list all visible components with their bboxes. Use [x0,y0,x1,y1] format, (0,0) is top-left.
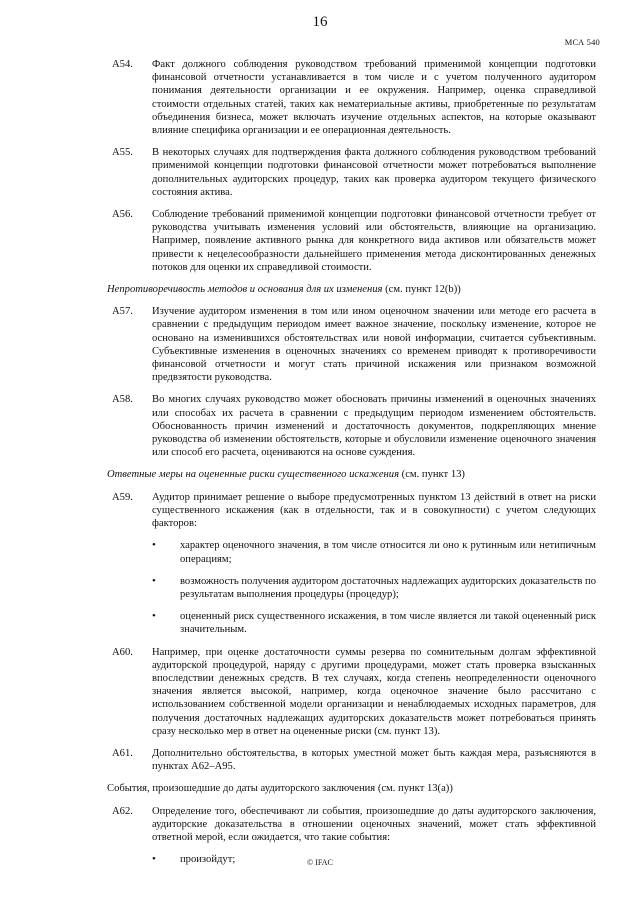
paragraph-text: Дополнительно обстоятельства, в которых уместной может быть каждая мера, разъясняются в пунктах А62–А95. [152,747,596,773]
paragraph-a62 [112,805,596,845]
paragraph-label: A59. [112,491,133,503]
paragraph-text: Аудитор принимает решение о выборе предусмотренных пунктом 13 действий в ответ на риски существенного искажения (как в отдельности, так и в совокупности) с учетом следующих факторов: [152,491,596,530]
paragraph-a58 [112,393,596,459]
paragraph-text: Во многих случаях руководство может обосновать причины изменений в оценочных значениях или способах их расчета в сравнении с предыдущим периодом изменением обстоятельств. Обоснованность причин изменений и достаточность документов, подкрепляющих мнение руководства об изменении обстоятельств, которые и обусловили изменение оценочного значения или способ его расчета, оцениваются на основе суждения. [152,394,596,459]
section-heading-consistency [107,283,596,296]
bullet-item [152,575,596,601]
section-heading-responses [107,468,596,481]
section-heading-title: Непротиворечивость методов и основания для их изменения [107,284,383,296]
bullet-icon: • [152,610,156,623]
paragraph-text: В некоторых случаях для подтверждения факта должного соблюдения руководством требований применимой концепции подготовки финансовой отчетности может потребоваться выполнение дополнительных аудиторских процедур, таких как проверка аудитором текущего физического состояния актива. [152,147,596,198]
paragraph-a61 [112,747,596,773]
bullet-text: произойдут; [180,854,236,866]
paragraph-label: A58. [112,394,133,406]
bullet-item [152,539,596,565]
document-code: МСА 540 [564,37,600,47]
paragraph-label: A56. [112,209,133,221]
section-heading-reference: (см. пункт 12(b)) [382,284,461,296]
paragraph-a59 [112,491,596,531]
paragraph-label: A54. [112,59,133,70]
bullet-text: оцененный риск существенного искажения, в том числе является ли такой оцененный риск значительным. [180,611,596,636]
paragraph-label: A62. [112,805,133,817]
bullet-icon: • [152,853,156,866]
paragraph-text: Определение того, обеспечивают ли события, произошедшие до даты аудиторского заключения, аудиторские доказательства в отношении оценочных значений, может стать эффективной ответной мерой, если ожидается, что такие события: [152,805,596,843]
paragraph-text: Соблюдение требований применимой концепции подготовки финансовой отчетности требует от руководства учитывать изменения условий или обстоятельств, влияющие на организацию. Например, появление активного рынка для конкретного вида активов или обязательств может привести к нецелесообразности дальнейшего применения метода дисконтированных денежных потоков для оценки их справедливой стоимости. [152,209,596,273]
paragraph-a56 [112,208,596,274]
copyright-footer: © IFAC [307,858,333,867]
paragraph-label: A55. [112,147,133,159]
paragraph-text: Факт должного соблюдения руководством требований применимой концепции подготовки финансовой отчетности устанавливается в том числе и с учетом полученного аудитором понимания деятельности организации и ее окружения. Например, оценка справедливой стоимости отдельных статей, таких как нематериальные активы, приобретенные по результатам объединения бизнеса, может включать изучение отдельных аспектов, на которые оказывают влияние специфика организации и ее операционная деятельность. [152,59,596,137]
paragraph-label: A61. [112,747,133,759]
paragraph-a55 [112,146,596,199]
section-heading-reference: (см. пункт 13) [399,469,465,481]
section-heading-events: События, произошедшие до даты аудиторского заключения (см. пункт 13(а)) [107,783,453,795]
bullet-item [152,610,596,636]
paragraph-label: A57. [112,306,133,318]
paragraph-a57 [112,305,596,384]
page-number: 16 [312,14,328,30]
bullet-icon: • [152,574,156,587]
bullet-icon: • [152,539,156,552]
paragraph-a60 [112,646,596,738]
paragraph-a54 [112,58,596,137]
section-heading-title: Ответные меры на оцененные риски существенного искажения [107,469,400,481]
page-body [107,58,596,875]
paragraph-label: A60. [112,646,133,658]
bullet-text: характер оценочного значения, в том числе относится ли оно к рутинным или нетипичным операциям; [180,540,596,565]
bullet-text: возможность получения аудитором достаточных надлежащих аудиторских доказательств по результатам выполнения процедуры (процедур); [180,575,596,600]
paragraph-text: Изучение аудитором изменения в том или ином оценочном значении или методе его расчета в сравнении с предыдущим периодом имеет важное значение, поскольку изменение, которое не основано на изменившихся обстоятельствах или новой информации, считается субъективным. Субъективные изменения в оценочных значениях со временем приводят к противоречивости финансовой отчетности и могут стать причиной искажения или признаком возможной предвзятости руководства. [152,306,596,384]
paragraph-text: Например, при оценке достаточности суммы резерва по сомнительным долгам эффективной аудиторской процедурой, наряду с другими процедурами, может стать проверка взысканных впоследствии денежных средств. В тех случаях, когда степень неопределенности оценочного значения является высокой, например, когда оценочное значение было рассчитано с использованием собственной модели организации и ненаблюдаемых исходных параметров, для получения достаточных надлежащих аудиторских доказательств может потребоваться принять сразу несколько мер в ответ на оцененные риски (см. пункт 13). [152,646,596,737]
